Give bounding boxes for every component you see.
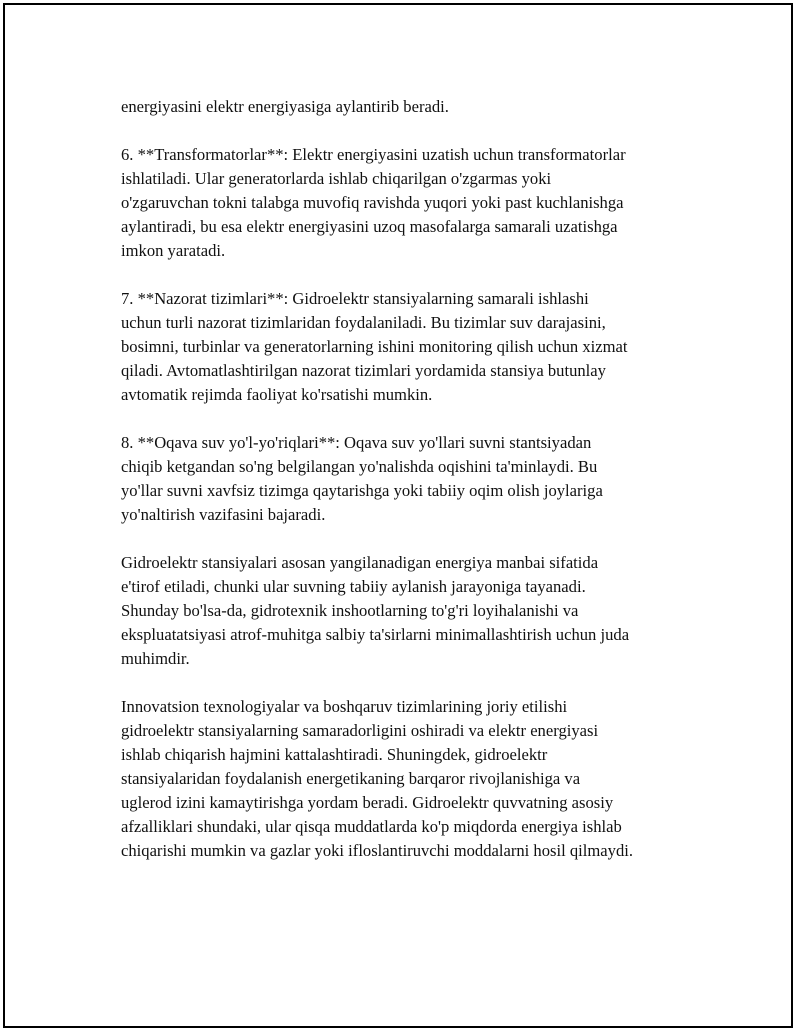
text-line: uglerod izini kamaytirishga yordam beradi. Gidroelektr quvvatning asosiy [121, 793, 614, 812]
paragraph-tailwater-channels [121, 431, 701, 527]
page-frame [3, 3, 793, 1028]
paragraph-renewable-energy [121, 551, 701, 671]
text-line: yo'naltirish vazifasini bajaradi. [121, 505, 326, 524]
text-line: gidroelektr stansiyalarning samaradorligini oshiradi va elektr energiyasi [121, 721, 599, 740]
text-line: ekspluatatsiyasi atrof-muhitga salbiy ta'sirlarni minimallashtirish uchun juda [121, 625, 630, 644]
text-line: Innovatsion texnologiyalar va boshqaruv tizimlarining joriy etilishi [121, 697, 568, 716]
text-line: e'tirof etiladi, chunki ular suvning tabiiy aylanish jarayoniga tayanadi. [121, 577, 586, 596]
paragraph-control-systems [121, 287, 701, 407]
text-line: qiladi. Avtomatlashtirilgan nazorat tizimlari yordamida stansiya butunlay [121, 361, 606, 380]
paragraph-innovation [121, 695, 701, 863]
document-body [121, 95, 701, 887]
text-line: muhimdir. [121, 649, 190, 668]
text-line: afzalliklari shundaki, ular qisqa muddatlarda ko'p miqdorda energiya ishlab [121, 817, 622, 836]
text-line: 7. **Nazorat tizimlari**: Gidroelektr stansiyalarning samarali ishlashi [121, 289, 589, 308]
text-line: Gidroelektr stansiyalari asosan yangilanadigan energiya manbai sifatida [121, 553, 599, 572]
text-line: ishlatiladi. Ular generatorlarda ishlab chiqarilgan o'zgarmas yoki [121, 169, 552, 188]
text-line: 8. **Oqava suv yo'l-yo'riqlari**: Oqava suv yo'llari suvni stantsiyadan [121, 433, 592, 452]
text-line: avtomatik rejimda faoliyat ko'rsatishi mumkin. [121, 385, 433, 404]
text-line: energiyasini elektr energiyasiga aylantirib beradi. [121, 97, 449, 116]
text-line: 6. **Transformatorlar**: Elektr energiyasini uzatish uchun transformatorlar [121, 145, 626, 164]
text-line: imkon yaratadi. [121, 241, 226, 260]
text-line: uchun turli nazorat tizimlaridan foydalaniladi. Bu tizimlar suv darajasini, [121, 313, 606, 332]
text-line: chiqib ketgandan so'ng belgilangan yo'nalishda oqishini ta'minlaydi. Bu [121, 457, 598, 476]
text-line: Shunday bo'lsa-da, gidrotexnik inshootlarning to'g'ri loyihalanishi va [121, 601, 579, 620]
text-line: bosimni, turbinlar va generatorlarning ishini monitoring qilish uchun xizmat [121, 337, 628, 356]
text-line: chiqarishi mumkin va gazlar yoki ifloslantiruvchi moddalarni hosil qilmaydi. [121, 841, 633, 860]
paragraph-transformers [121, 143, 701, 263]
text-line: aylantiradi, bu esa elektr energiyasini uzoq masofalarga samarali uzatishga [121, 217, 618, 236]
text-line: ishlab chiqarish hajmini kattalashtiradi. Shuningdek, gidroelektr [121, 745, 548, 764]
text-line: stansiyalaridan foydalanish energetikaning barqaror rivojlanishiga va [121, 769, 581, 788]
text-line: o'zgaruvchan tokni talabga muvofiq ravishda yuqori yoki past kuchlanishga [121, 193, 624, 212]
paragraph-continuation [121, 95, 701, 119]
text-line: yo'llar suvni xavfsiz tizimga qaytarishga yoki tabiiy oqim olish joylariga [121, 481, 603, 500]
